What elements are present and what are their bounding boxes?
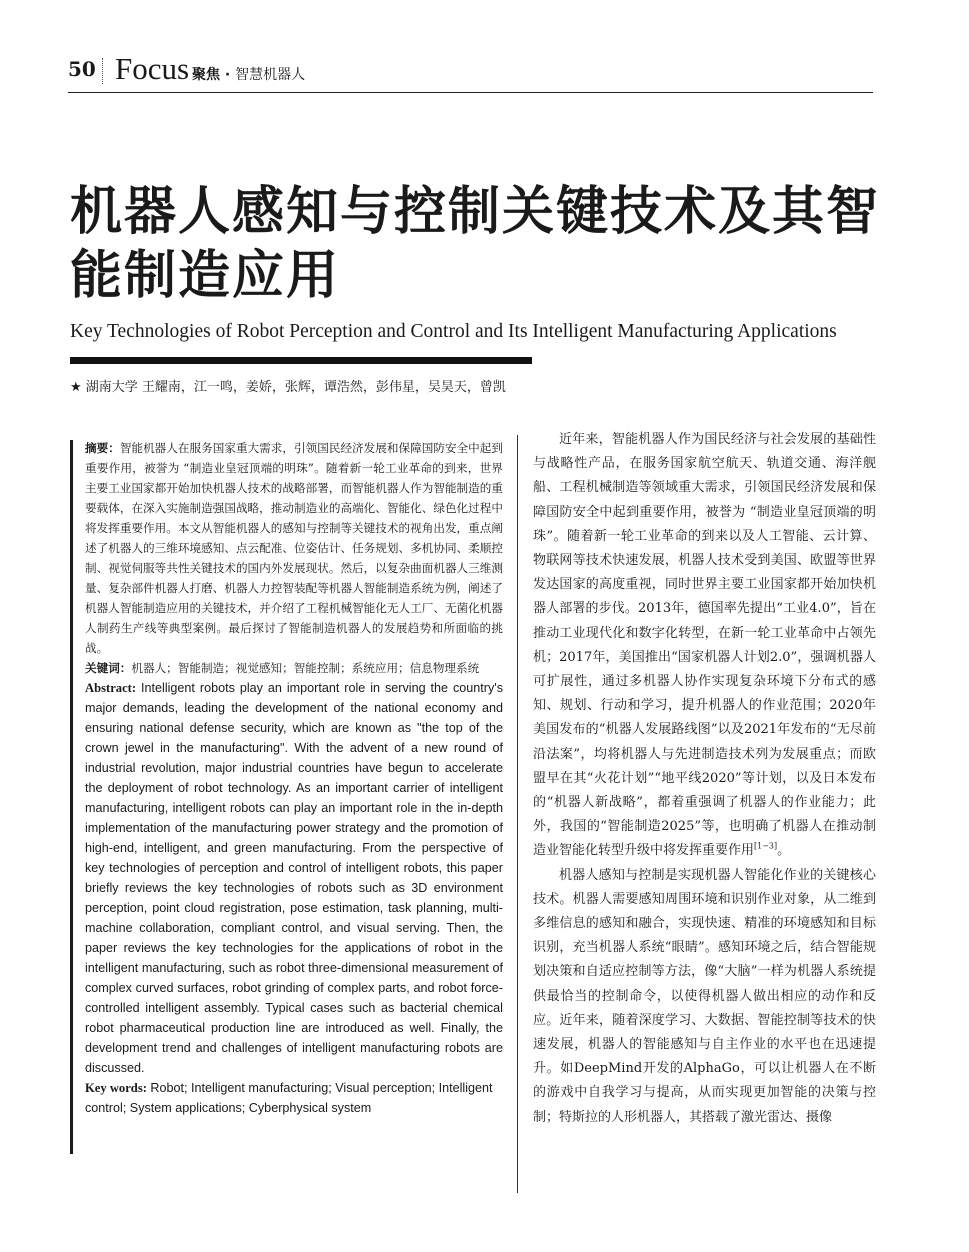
keywords-en bbox=[85, 1078, 503, 1118]
section-label-en: Focus bbox=[115, 51, 190, 86]
article-title-en: Key Technologies of Robot Perception and Control and Its Intelligent Manufacturing Applications bbox=[70, 321, 837, 342]
body-paragraph-2-text: 机器人感知与控制是实现机器人智能化作业的关键核心技术。机器人需要感知周围环境和识别作业对象，从二维到多维信息的感知和融合，实现快速、精准的环境感知和目标识别，充当机器人系统“眼睛”。感知环境之后，结合智能规划决策和自适应控制等方法，像“大脑”一样为机器人系统提供最恰当的控制命令，以使得机器人做出相应的动作和反应。近年来，随着深度学习、大数据、智能控制等技术的快速发展，机器人的智能感知与自主作业的水平也在迅速提升。如DeepMind开发的AlphaGo，可以让机器人在不断的游戏中自我学习与提高，从而实现更加智能的决策与控制；特斯拉的人形机器人，其搭载了激光雷达、摄像 bbox=[533, 867, 876, 1125]
keywords-en-label: Key words: bbox=[85, 1081, 147, 1095]
abstract-column bbox=[85, 438, 503, 1118]
abstract-en bbox=[85, 678, 503, 1078]
column-divider bbox=[517, 435, 518, 1193]
keywords-cn bbox=[85, 658, 503, 678]
citation: [1−3] bbox=[754, 842, 778, 852]
keywords-cn-text: 机器人；智能制造；视觉感知；智能控制；系统应用；信息物理系统 bbox=[131, 661, 480, 675]
header-separator bbox=[102, 58, 103, 84]
abstract-en-label: Abstract: bbox=[85, 681, 137, 695]
keywords-en-text: Robot; Intelligent manufacturing; Visual perception; Intelligent control; System applications; Cyberphysical system bbox=[85, 1081, 493, 1115]
section-name: 聚焦 bbox=[192, 67, 220, 83]
abstract-side-rule bbox=[70, 440, 73, 1154]
body-paragraph-1-end: 。 bbox=[777, 843, 791, 859]
keywords-cn-label: 关键词： bbox=[85, 661, 132, 675]
author-line: ★ 湖南大学 王耀南，江一鸣，姜娇，张辉，谭浩然，彭伟星，吴昊天，曾凯 bbox=[70, 380, 506, 395]
abstract-cn bbox=[85, 438, 503, 658]
body-paragraph bbox=[533, 864, 876, 1130]
body-paragraph bbox=[533, 428, 876, 864]
abstract-cn-text: 智能机器人在服务国家重大需求，引领国民经济发展和保障国防安全中起到重要作用，被誉为 “制造业皇冠顶端的明珠”。随着新一轮工业革命的到来，世界主要工业国家都开始加快机器人技术的战略部署，而智能机器人作为智能制造的重要载体，在深入实施制造强国战略，推动制造业的高端化、智能化、绿色化过程中将发挥重要作用。本文从智能机器人的感知与控制等关键技术的视角出发，重点阐述了机器人的三维环境感知、点云配准、位姿估计、任务规划、多机协同、柔顺控制、视觉伺服等共性关键技术的国内外发展现状。然后，以复杂曲面机器人三维测量、复杂部件机器人打磨、机器人力控智装配等机器人智能制造系统为例，阐述了机器人智能制造应用的关键技术，并介绍了工程机械智能化无人工厂、无菌化机器人制药生产线等典型案例。最后探讨了智能制造机器人的发展趋势和所面临的挑战。 bbox=[85, 441, 503, 655]
body-column bbox=[533, 428, 876, 1130]
section-subname: 智慧机器人 bbox=[235, 67, 306, 83]
title-rule bbox=[70, 357, 532, 364]
article-title-cn: 机器人感知与控制关键技术及其智能制造应用 bbox=[70, 182, 881, 306]
section-label-cn bbox=[192, 64, 305, 84]
body-paragraph-1-text: 近年来，智能机器人作为国民经济与社会发展的基础性与战略性产品，在服务国家航空航天、轨道交通、海洋舰船、工程机械制造等领域重大需求，引领国民经济发展和保障国防安全中起到重要作用，被誉为 “制造业皇冠顶端的明珠”。随着新一轮工业革命的到来以及人工智能、云计算、物联网等技术快速发展，机器人技术受到美国、欧盟等世界发达国家的高度重视，同时世界主要工业国家都开始加快机器人部署的步伐。2013年，德国率先提出“工业4.0”，旨在推动工业现代化和数字化转型，在新一轮工业革命中占领先机；2017年，美国推出“国家机器人计划2.0”，强调机器人可扩展性，通过多机器人协作实现复杂环境下分布式的感知、规划、行动和学习，提升机器人的作业范围；2020年美国发布的“机器人发展路线图”以及2021年发布的“无尽前沿法案”，均将机器人与先进制造技术列为发展重点；而欧盟早在其“火花计划”“地平线2020”等计划，以及日本发布的“机器人新战略”，都着重强调了机器人的作业能力；此外，我国的“智能制造2025”等，也明确了机器人在推动制造业智能化转型升级中将发挥重要作用 bbox=[533, 432, 876, 859]
header-rule bbox=[68, 92, 873, 93]
abstract-en-text: Intelligent robots play an important role in serving the country's major demands, leading the development of the national economy and ensuring national defense security, which are known as "the top of the crown jewel in the manufacturing". With the advent of a new round of industrial revolution, major industrial countries have begun to accelerate the deployment of robot technology. As an important carrier of intelligent manufacturing, intelligent robots can play an important role in the in-depth implementation of the manufacturing power strategy and the promotion of high-end, intelligent, and green manufacturing. From the perspective of key technologies of perception and control of intelligent robots, this paper briefly reviews the key technologies of robots such as 3D environment perception, point cloud registration, pose estimation, task planning, multi-machine collaboration, compliant control, and visual serving. Then, the paper reviews the key technologies for the applications of robot in the intelligent manufacturing, such as robot three-dimensional measurement of complex curved surfaces, robot grinding of complex parts, and robot force-controlled intelligent assembly. Typical cases such as bacterial chemical robot pharmaceutical production line are introduced as well. Finally, the development trend and challenges of intelligent manufacturing robots are discussed. bbox=[85, 681, 503, 1075]
abstract-cn-label: 摘要： bbox=[85, 441, 120, 455]
page-number: 50 bbox=[68, 57, 96, 81]
section-dot: · bbox=[220, 67, 236, 83]
